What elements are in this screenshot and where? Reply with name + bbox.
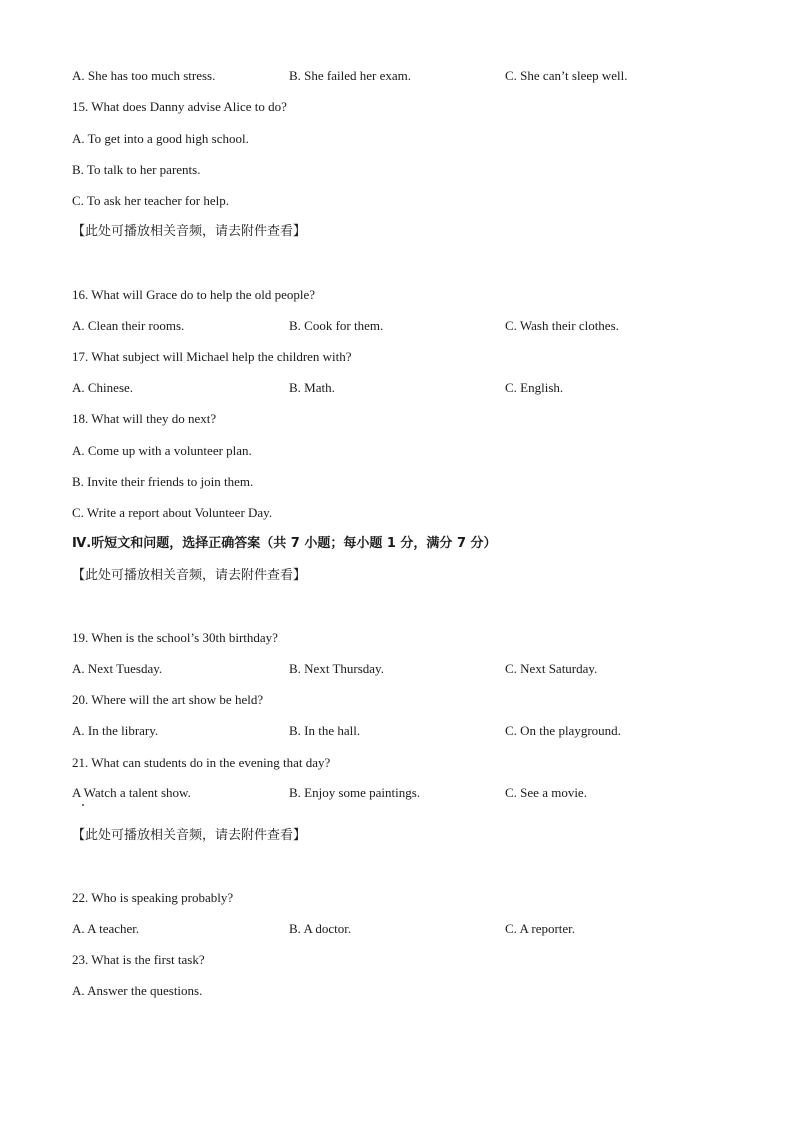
q21-question: 21. What can students do in the evening that day? [72, 755, 331, 770]
q16-options [72, 318, 722, 334]
q18-option-c: C. Write a report about Volunteer Day. [72, 505, 273, 520]
q14-option-a: A. She has too much stress. [72, 68, 216, 83]
q16-option-c: C. Wash their clothes. [505, 318, 619, 333]
q22-options [72, 921, 722, 937]
q19-option-b: B. Next Thursday. [289, 661, 384, 676]
q16-option-a: A. Clean their rooms. [72, 318, 185, 333]
q14-option-c: C. She can’t sleep well. [505, 68, 628, 83]
q23-question: 23. What is the first task? [72, 952, 205, 967]
q20-option-c: C. On the playground. [505, 723, 621, 738]
q22-option-b: B. A doctor. [289, 921, 352, 936]
audio-note: 【此处可播放相关音频，请去附件查看】 [72, 224, 307, 239]
q19-option-c: C. Next Saturday. [505, 661, 598, 676]
q20-option-a: A. In the library. [72, 723, 159, 738]
q15-option-b: B. To talk to her parents. [72, 162, 201, 177]
q22-option-c: C. A reporter. [505, 921, 576, 936]
q17-options [72, 380, 722, 396]
q17-option-b: B. Math. [289, 380, 335, 395]
q18-question: 18. What will they do next? [72, 411, 217, 426]
q20-option-b: B. In the hall. [289, 723, 361, 738]
q18-option-a: A. Come up with a volunteer plan. [72, 443, 252, 458]
audio-note: 【此处可播放相关音频，请去附件查看】 [72, 828, 307, 843]
q18-option-b: B. Invite their friends to join them. [72, 474, 254, 489]
q17-question: 17. What subject will Michael help the children with? [72, 349, 352, 364]
q22-option-a: A. A teacher. [72, 921, 140, 936]
q21-option-b: B. Enjoy some paintings. [289, 785, 421, 800]
q14-option-b: B. She failed her exam. [289, 68, 412, 83]
q15-question: 15. What does Danny advise Alice to do? [72, 99, 287, 114]
q19-option-a: A. Next Tuesday. [72, 661, 163, 676]
q16-question: 16. What will Grace do to help the old people? [72, 287, 316, 302]
q14-options [72, 68, 722, 84]
audio-note: 【此处可播放相关音频，请去附件查看】 [72, 568, 307, 583]
stray-dot [82, 804, 84, 806]
q21-option-a: A Watch a talent show. [72, 785, 191, 800]
section-title: Ⅳ.听短文和问题，选择正确答案（共 7 小题；每小题 1 分，满分 7 分） [72, 536, 497, 551]
q21-options [72, 785, 722, 801]
q22-question: 22. Who is speaking probably? [72, 890, 234, 905]
q15-option-c: C. To ask her teacher for help. [72, 193, 229, 208]
q19-options [72, 661, 722, 677]
q16-option-b: B. Cook for them. [289, 318, 384, 333]
q15-option-a: A. To get into a good high school. [72, 131, 249, 146]
q17-option-a: A. Chinese. [72, 380, 134, 395]
q17-option-c: C. English. [505, 380, 564, 395]
q19-question: 19. When is the school’s 30th birthday? [72, 630, 278, 645]
q21-option-c: C. See a movie. [505, 785, 587, 800]
q20-question: 20. Where will the art show be held? [72, 692, 264, 707]
q23-option-a: A. Answer the questions. [72, 983, 203, 998]
q20-options [72, 723, 722, 739]
